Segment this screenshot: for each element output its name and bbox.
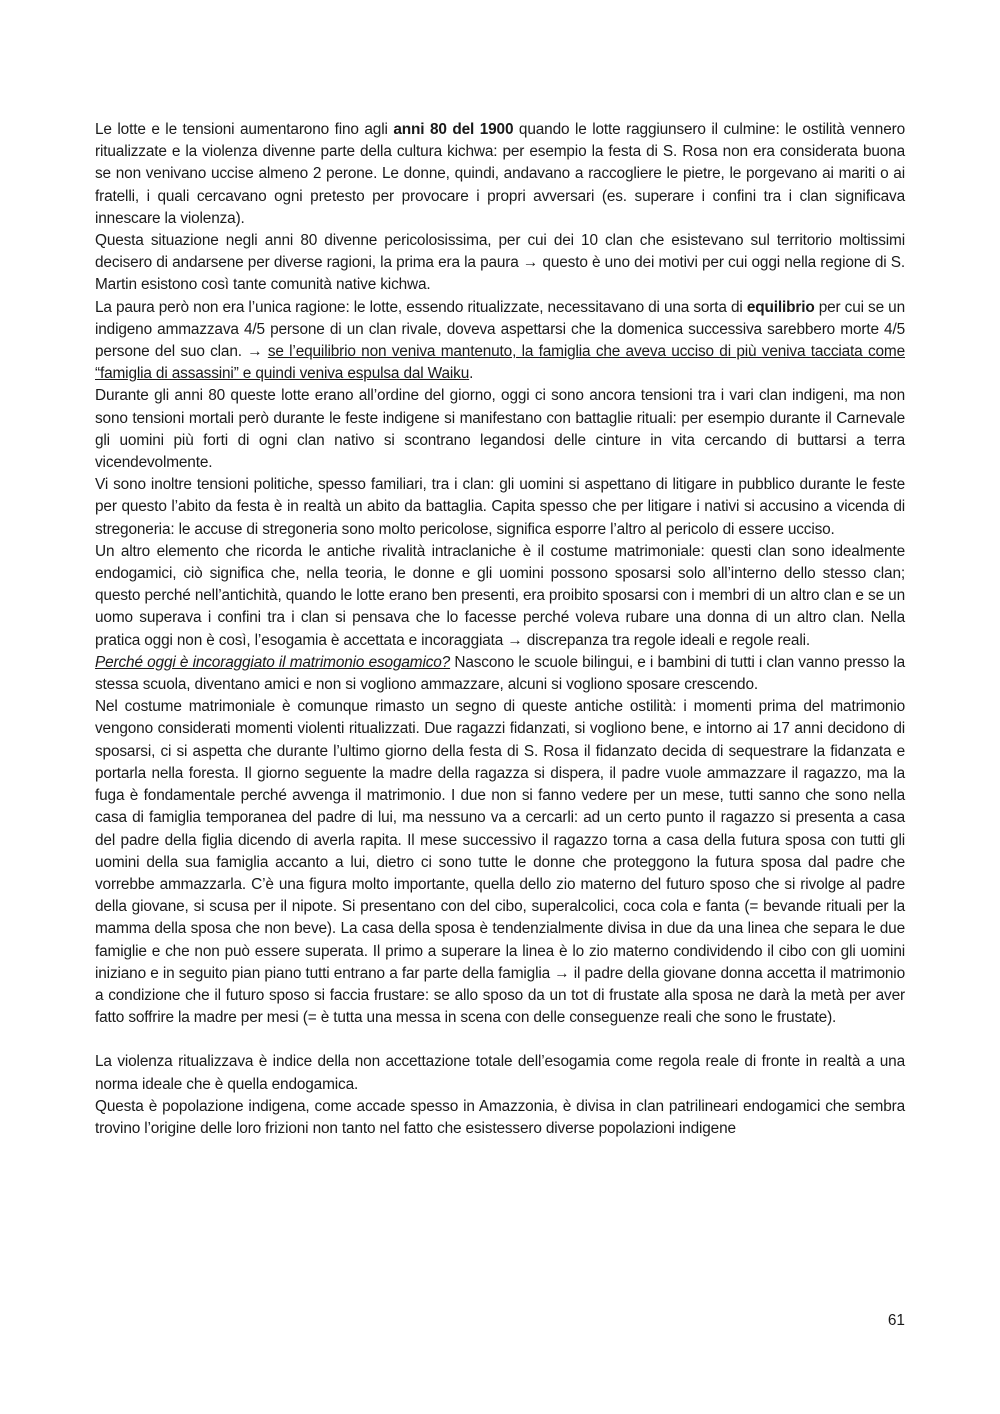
paragraph-2: Questa situazione negli anni 80 divenne pericolosissima, per cui dei 10 clan che esistevano sul territorio moltissimi decisero di andarsene per diverse ragioni, la prima era la paura → questo è uno dei motivi per cui oggi nella regione di S. Martin esistono così tante comunità native kichwa. — [95, 232, 905, 294]
paragraph-8: Nel costume matrimoniale è comunque rimasto un segno di queste antiche ostilità: i momenti prima del matrimonio vengono considerati momenti violenti ritualizzati. Due ragazzi fidanzati, si vogliono bene, e intorno ai 17 anni decidono di sposarsi, ci si aspetta che durante l’ultimo giorno della festa di S. Rosa il fidanzato decida di sequestrare la fidanzata e portarla nella foresta. Il giorno seguente la madre della ragazza si dispera, il padre vuole ammazzare il ragazzo, ma la fuga è fondamentale perché avvenga il matrimonio. I due non si fanno vedere per un mese, tutti sanno che sono nella casa di famiglia temporanea del padre di lui, ma nessuno va a cercarli: ad un certo punto il ragazzo si presenta a casa del padre della figlia dicendo di averla rapita. Il mese successivo il ragazzo torna a casa della futura sposa con tutti gli uomini della sua famiglia accanto a lui, dietro ci sono tutte le donne che proteggono la futura sposa dal padre che vorrebbe ammazzarla. C’è una figura molto importante, quella dello zio materno del futuro sposo che si rivolge al padre della giovane, si scusa per il nipote. Si presentano con del cibo, superalcolici, coca cola e fanta (= bevande rituali per la mamma della sposa che non beve). La casa della sposa è tendenzialmente divisa in due da una linea che separa le due famiglie e che non può essere superata. Il primo a superare la linea è lo zio materno condividendo il cibo con gli uomini iniziano e in seguito pian piano tutti entrano a far parte della famiglia → il padre della giovane donna accetta il matrimonio a condizione che il futuro sposo si faccia frustare: se allo sposo da un tot di frustate alla sposa ne darà la metà per aver fatto soffrire la madre per mesi (= è tutta una messa in scena con delle conseguenze reali che sono le frustate). — [95, 698, 905, 1027]
paragraph-1-text-b: quando le lotte raggiunsero il culmine: le ostilità vennero ritualizzate e la violenza divenne parte della cultura kichwa: per esempio la festa di S. Rosa non era considerata buona se non venivano uccise almeno 2 perone. Le donne, quindi, andavano a raccogliere le pietre, le porgevano ai mariti o ai fratelli, i quali cercavano ogni pretesto per provocare i propri avversari (es. superare i confini tra i clan significava innescare la violenza). — [95, 121, 905, 227]
paragraph-1-text-a: Le lotte e le tensioni aumentarono fino agli — [95, 121, 394, 138]
paragraph-7-text: Nascono le scuole bilingui, e i bambini di tutti i clan vanno presso la stessa scuola, diventano amici e non si vogliono ammazzare, alcuni si vogliono sposare crescendo. — [95, 653, 905, 694]
paragraph-3-text-b: per cui se un indigeno ammazzava 4/5 persone di un clan rivale, doveva aspettarsi che la domenica successiva sarebbero morte 4/5 persone del suo clan. → — [95, 298, 905, 361]
paragraph-1-bold: anni 80 del 1900 — [393, 121, 514, 138]
paragraph-3 — [95, 297, 905, 386]
paragraph-3-bold: equilibrio — [746, 298, 815, 316]
paragraph-1 — [95, 119, 905, 230]
paragraph-3-text-c: . — [469, 365, 474, 383]
paragraph-7 — [95, 652, 905, 696]
document-body — [95, 119, 905, 1140]
paragraph-9: La violenza ritualizzava è indice della non accettazione totale dell’esogamia come regola reale di fronte in realtà a una norma ideale che è quella endogamica. — [95, 1053, 905, 1093]
paragraph-4: Durante gli anni 80 queste lotte erano all’ordine del giorno, oggi ci sono ancora tensioni tra i vari clan indigeni, ma non sono tensioni mortali però durante le feste indigene si manifestano con battaglie rituali: per esempio durante il Carnevale gli uomini più forti di ogni clan nativo si scontrano legandosi delle cinture in vita cercando di buttarsi a terra vicendevolmente. — [95, 387, 905, 472]
paragraph-gap — [95, 1029, 905, 1051]
paragraph-6: Un altro elemento che ricorda le antiche rivalità intraclaniche è il costume matrimoniale: questi clan sono idealmente endogamici, ciò significa che, nella teoria, le donne e gli uomini possono sposarsi solo all’interno dello stesso clan; questo perché nell’antichità, quando le lotte erano ben presenti, era proibito sposarsi con i membri di un altro clan e se un uomo superava i confini tra i clan si pensava che lo facesse perché voleva rubare una donna di un altro clan. Nella pratica oggi non è così, l’esogamia è accettata e incoraggiata → discrepanza tra regole ideali e regole reali. — [95, 542, 905, 649]
paragraph-10: Questa è popolazione indigena, come accade spesso in Amazzonia, è divisa in clan patrilineari endogamici che sembra trovino l’origine delle loro frizioni non tanto nel fatto che esistessero diverse popolazioni indigene — [95, 1097, 905, 1137]
paragraph-3-text-a: La paura però non era l’unica ragione: le lotte, essendo ritualizzate, necessitavano di una sorta di — [95, 298, 747, 316]
paragraph-7-question: Perché oggi è incoraggiato il matrimonio esogamico? — [95, 653, 451, 671]
page-number: 61 — [887, 1312, 905, 1329]
paragraph-5: Vi sono inoltre tensioni politiche, spesso familiari, tra i clan: gli uomini si aspettano di litigare in pubblico durante le feste per questo l’abito da festa è in realtà un abito da battaglia. Capita spesso che per litigare i nativi si accusino a vicenda di stregoneria: le accuse di stregoneria sono molto pericolose, significa esporre l’altro al pericolo di essere ucciso. — [95, 476, 905, 538]
paragraph-3-underlined: se l’equilibrio non veniva mantenuto, la famiglia che aveva ucciso di più veniva tacciata come “famiglia di assassini” e quindi veniva espulsa dal Waiku — [95, 343, 905, 383]
